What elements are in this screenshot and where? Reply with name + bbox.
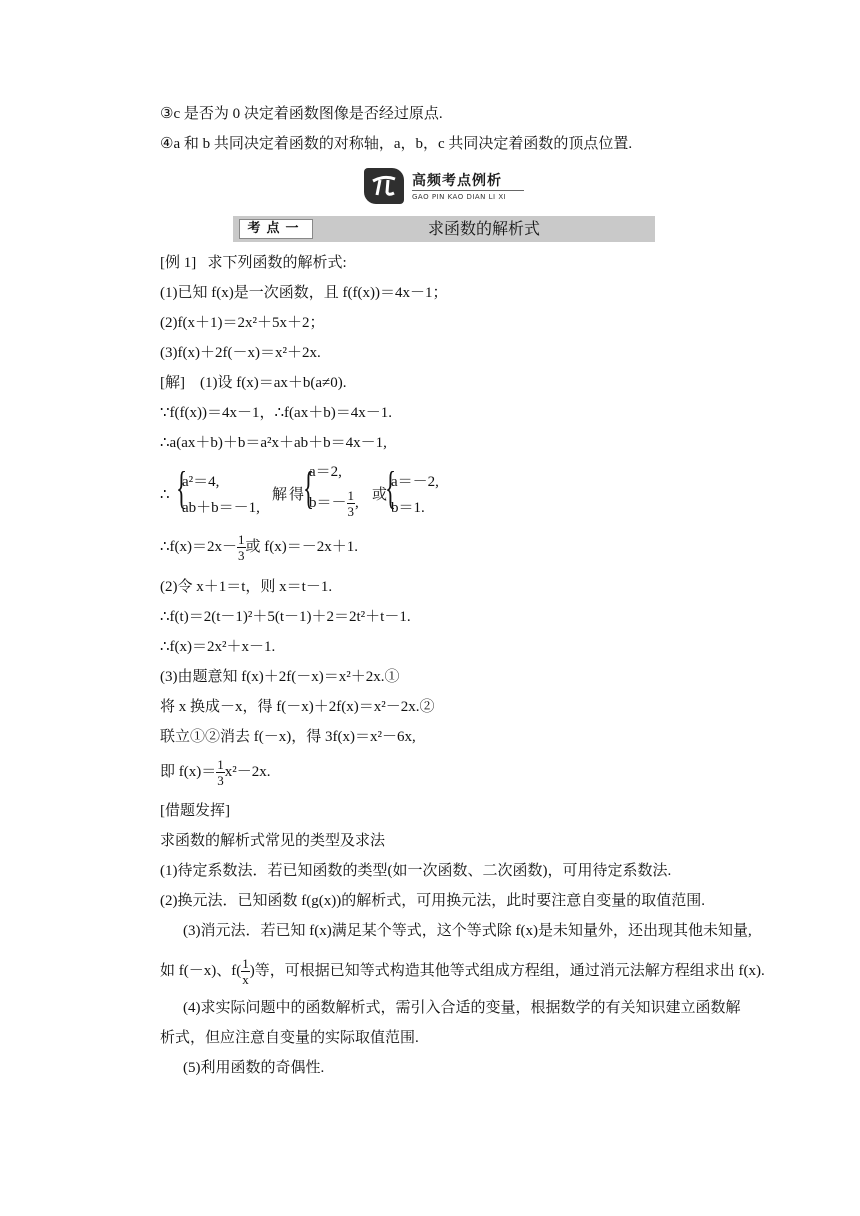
solution-step-1: [解] (1)设 f(x)＝ax＋b(a≠0). (160, 375, 347, 391)
fraction-one-third: $\frac{1}{3}$ (238, 532, 245, 563)
pi-logo-icon (364, 168, 404, 204)
solution-step-11: 联立①②消去 f(－x)，得 3f(x)＝x²－6x, (160, 729, 416, 745)
banner-title: 高频考点例析 (412, 173, 502, 189)
therefore-symbol: ∴ (160, 487, 170, 503)
solution-step-12: 即 f(x)＝ $\frac{1}{3}$ x²－2x. (160, 757, 271, 788)
section-title: 求函数的解析式 (427, 219, 540, 238)
notes-heading: [借题发挥] (160, 803, 230, 819)
question-2: (2)f(x＋1)＝2x²＋5x＋2； (160, 315, 325, 331)
question-3: (3)f(x)＋2f(－x)＝x²＋2x. (160, 345, 321, 361)
section-banner (364, 168, 526, 204)
section-header (233, 216, 655, 242)
system-2-eq-b: b＝－ $\frac{1}{3}$ , (309, 488, 359, 519)
example-prompt: 求下列函数的解析式: (207, 255, 347, 271)
solution-step-2: ∵f(f(x))＝4x－1，∴f(ax＋b)＝4x－1. (160, 405, 392, 421)
solution-step-8: ∴f(x)＝2x²＋x－1. (160, 639, 276, 655)
note-2: (2)换元法．已知函数 f(g(x))的解析式，可用换元法，此时要注意自变量的取值范围. (160, 893, 705, 909)
system-1-eq-a: a²＝4, (182, 474, 220, 490)
solution-step-10: 将 x 换成－x，得 f(－x)＋2f(x)＝x²－2x.② (160, 699, 435, 715)
note-4-line-1: (4)求实际问题中的函数解析式，需引入合适的变量，根据数学的有关知识建立函数解 (183, 1000, 741, 1016)
solution-step-5: ∴f(x)＝2x－ $\frac{1}{3}$ 或 f(x)＝－2x＋1. (160, 532, 359, 563)
banner-divider (412, 190, 524, 191)
intro-line-3: ③c 是否为 0 决定着函数图像是否经过原点. (160, 106, 443, 122)
question-1: (1)已知 f(x)是一次函数，且 f(f(x))＝4x－1； (160, 285, 448, 301)
example-label: [例 1] (160, 255, 197, 271)
example-heading (160, 253, 347, 273)
note-5: (5)利用函数的奇偶性. (183, 1060, 325, 1076)
system-3-eq-b: b＝1. (391, 500, 425, 516)
note-3-line-1: (3)消元法．若已知 f(x)满足某个等式，这个等式除 f(x)是未知量外，还出现其他未知量, (183, 923, 752, 939)
fraction-one-over-x: $\frac{1}{x}$ (242, 956, 249, 987)
brace-left-2: { (303, 462, 315, 513)
system-3-eq-a: a＝－2, (391, 474, 439, 490)
section-tag: 考点一 (239, 219, 313, 239)
intro-line-4: ④a 和 b 共同决定着函数的对称轴，a，b，c 共同决定着函数的顶点位置. (160, 136, 633, 152)
solve-label: 解得 (272, 487, 307, 503)
system-1-eq-b: ab＋b＝－1, (182, 500, 260, 516)
brace-left-1: { (176, 462, 188, 513)
solution-step-6: (2)令 x＋1＝t，则 x＝t－1. (160, 579, 333, 595)
fraction-one-third: $\frac{1}{3}$ (347, 488, 355, 519)
note-3-line-2: 如 f(－x)、f( $\frac{1}{x}$ )等，可根据已知等式构造其他等式组成方程组，通过消元法解方程组求出 f(x). (160, 956, 765, 987)
note-1: (1)待定系数法．若已知函数的类型(如一次函数、二次函数)，可用待定系数法. (160, 863, 672, 879)
solution-step-9: (3)由题意知 f(x)＋2f(－x)＝x²＋2x.① (160, 669, 400, 685)
or-label: 或 (372, 487, 388, 503)
banner-pinyin: GAO PIN KAO DIAN LI XI (412, 193, 507, 201)
solution-step-3: ∴a(ax＋b)＋b＝a²x＋ab＋b＝4x－1, (160, 435, 387, 451)
notes-intro: 求函数的解析式常见的类型及求法 (160, 833, 386, 849)
note-4-line-2: 析式，但应注意自变量的实际取值范围. (160, 1030, 419, 1046)
solution-step-7: ∴f(t)＝2(t－1)²＋5(t－1)＋2＝2t²＋t－1. (160, 609, 411, 625)
brace-left-3: { (385, 462, 397, 513)
fraction-one-third: $\frac{1}{3}$ (217, 757, 224, 788)
system-2-eq-a: a＝2, (309, 464, 342, 480)
